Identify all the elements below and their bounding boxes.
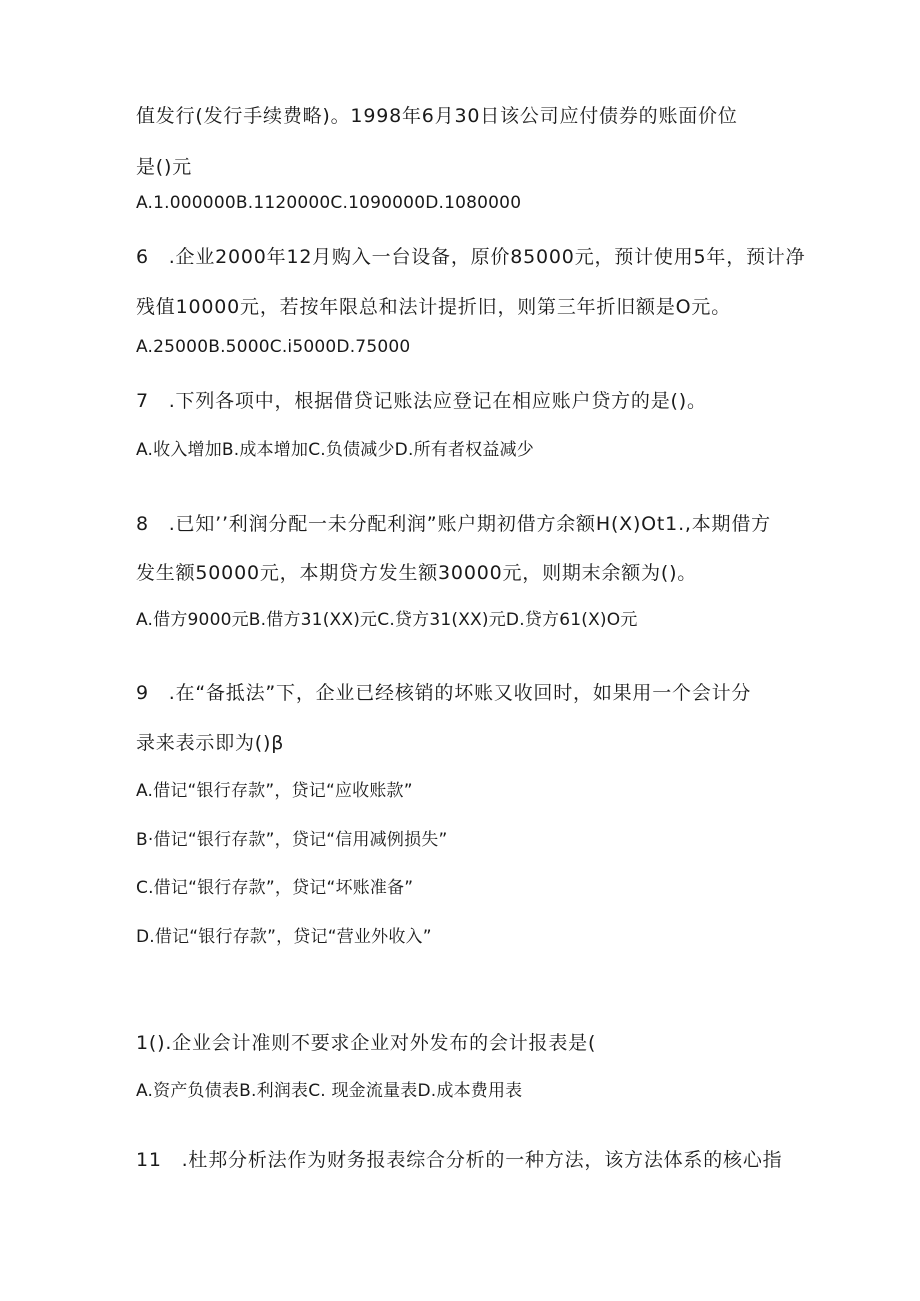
question-7-text: 7 .下列各项中，根据借贷记账法应登记在相应账户贷方的是()。 (136, 390, 707, 412)
question-9-option-b: B·借记“银行存款”，贷记“信用减例损失” (136, 830, 448, 850)
question-5-text-end: 是()元 (136, 156, 193, 178)
question-6-text: 6 .企业2000年12月购入一台设备，原价85000元，预计使用5年，预计净 (136, 246, 806, 268)
question-6-text-end: 残值10000元，若按年限总和法计提折旧，则第三年折旧额是O元。 (136, 296, 731, 318)
question-10-text: 1().企业会计准则不要求企业对外发布的会计报表是( (136, 1032, 597, 1054)
question-11-text: 11 .杜邦分析法作为财务报表综合分析的一种方法，该方法体系的核心指 (136, 1149, 783, 1171)
question-10-options: A.资产负债表B.利润表C. 现金流量表D.成本费用表 (136, 1081, 523, 1101)
question-9-option-a: A.借记“银行存款”，贷记“应收账款” (136, 781, 413, 801)
question-8-text-end: 发生额50000元，本期贷方发生额30000元，则期末余额为()。 (136, 562, 698, 584)
question-8-options: A.借方9000元B.借方31(XX)元C.贷方31(XX)元D.贷方61(X)O元 (136, 610, 638, 630)
question-8-text: 8 .已知’’利润分配一未分配利润”账户期初借方余额H(X)Ot1.,本期借方 (136, 513, 771, 535)
question-9-option-c: C.借记“银行存款”，贷记“坏账准备” (136, 878, 414, 898)
question-5-text-continued: 值发行(发行手续费略)。1998年6月30日该公司应付债券的账面价位 (136, 105, 738, 127)
question-7-options: A.收入增加B.成本增加C.负债减少D.所有者权益减少 (136, 440, 534, 460)
question-9-text: 9 .在“备抵法”下，企业已经核销的坏账又收回时，如果用一个会计分 (136, 682, 752, 704)
question-5-options: A.1.000000B.1120000C.1090000D.1080000 (136, 193, 522, 213)
question-6-options: A.25000B.5000C.i5000D.75000 (136, 337, 411, 357)
question-9-text-end: 录来表示即为()β (136, 732, 285, 754)
question-9-option-d: D.借记“银行存款”，贷记“营业外收入” (136, 927, 432, 947)
